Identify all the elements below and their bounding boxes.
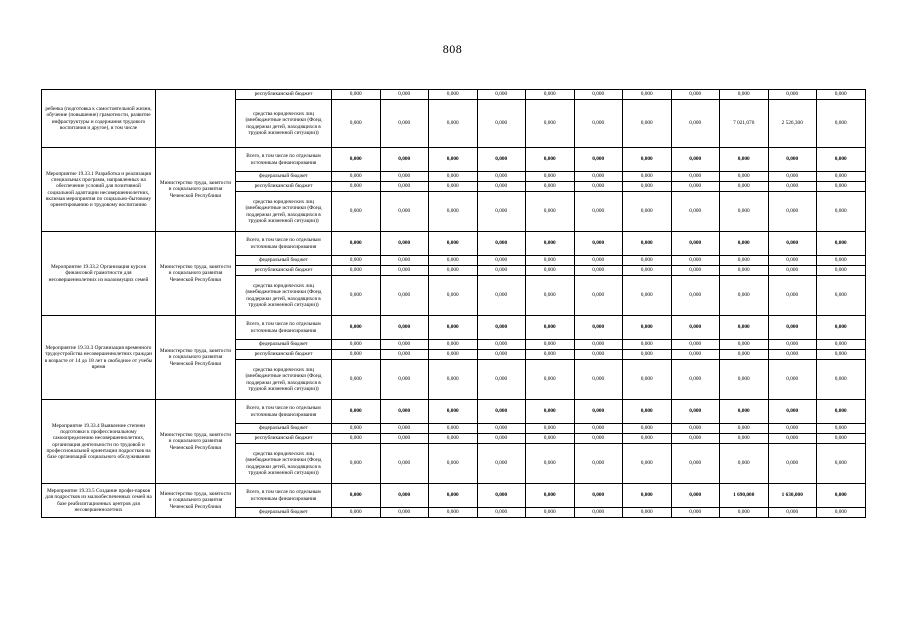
executor-cell: Министерство труда, занятости и социального развития Чеченской Республики xyxy=(156,316,236,400)
amount-cell: 0,000 xyxy=(720,360,769,400)
funding-source: республиканский бюджет xyxy=(236,182,332,192)
amount-cell: 0,000 xyxy=(477,172,526,182)
amount-cell: 0,000 xyxy=(671,350,720,360)
amount-cell: 0,000 xyxy=(623,350,672,360)
amount-cell: 0,000 xyxy=(671,192,720,232)
amount-cell: 0,000 xyxy=(477,508,526,518)
amount-cell: 0,000 xyxy=(768,340,817,350)
amount-cell: 0,000 xyxy=(526,192,575,232)
amount-cell: 0,000 xyxy=(429,192,478,232)
amount-cell: 0,000 xyxy=(332,400,381,424)
amount-cell: 0,000 xyxy=(623,172,672,182)
amount-cell: 0,000 xyxy=(574,484,623,508)
amount-cell: 0,000 xyxy=(429,266,478,276)
amount-cell: 0,000 xyxy=(429,434,478,444)
amount-cell: 0,000 xyxy=(574,182,623,192)
amount-cell: 0,000 xyxy=(817,484,866,508)
amount-cell: 0,000 xyxy=(574,340,623,350)
amount-cell: 0,000 xyxy=(574,508,623,518)
funding-source: республиканский бюджет xyxy=(236,350,332,360)
amount-cell: 0,000 xyxy=(720,232,769,256)
amount-cell: 0,000 xyxy=(526,484,575,508)
amount-cell: 0,000 xyxy=(332,340,381,350)
amount-cell: 0,000 xyxy=(477,182,526,192)
amount-cell: 0,000 xyxy=(671,90,720,100)
amount-cell: 0,000 xyxy=(623,316,672,340)
page-number: 808 xyxy=(442,42,463,56)
table-row xyxy=(42,316,866,340)
amount-cell: 0,000 xyxy=(720,400,769,424)
executor-cell xyxy=(156,90,236,148)
amount-cell: 0,000 xyxy=(768,434,817,444)
amount-cell: 0,000 xyxy=(768,148,817,172)
amount-cell: 0,000 xyxy=(720,424,769,434)
amount-cell: 0,000 xyxy=(623,148,672,172)
amount-cell: 0,000 xyxy=(623,192,672,232)
amount-cell: 0,000 xyxy=(574,424,623,434)
executor-cell: Министерство труда, занятости и социального развития Чеченской Республики xyxy=(156,484,236,518)
amount-cell: 0,000 xyxy=(380,360,429,400)
event-description: Мероприятие 19.33.1 Разработка и реализация специальных программ, направленных на обеспечение условий для позитивной социальной адаптации несовершеннолетних, включая мероприятия по социально-бытовому ориентированию и трудовому воспитанию xyxy=(42,148,156,232)
funding-source: федеральный бюджет xyxy=(236,256,332,266)
amount-cell: 0,000 xyxy=(817,266,866,276)
budget-table xyxy=(41,89,866,518)
funding-source: Всего, в том числе по отдельным источникам финансирования xyxy=(236,484,332,508)
event-description: Мероприятие 19.33.5 Создание профи-парков для подростков из малообеспеченных семей на базе реабилитационных центров для несовершеннолетних xyxy=(42,484,156,518)
executor-cell: Министерство труда, занятости и социального развития Чеченской Республики xyxy=(156,400,236,484)
amount-cell: 0,000 xyxy=(720,172,769,182)
amount-cell: 0,000 xyxy=(332,148,381,172)
amount-cell: 0,000 xyxy=(768,350,817,360)
funding-source: средства юридических лиц (внебюджетные источники (Фонд поддержки детей, находящихся в трудной жизненной ситуации)) xyxy=(236,444,332,484)
amount-cell: 0,000 xyxy=(720,316,769,340)
amount-cell: 0,000 xyxy=(720,276,769,316)
amount-cell: 0,000 xyxy=(671,340,720,350)
funding-source: средства юридических лиц (внебюджетные источники (Фонд поддержки детей, находящихся в трудной жизненной ситуации)) xyxy=(236,276,332,316)
amount-cell: 0,000 xyxy=(623,100,672,148)
amount-cell: 0,000 xyxy=(380,434,429,444)
amount-cell: 0,000 xyxy=(817,100,866,148)
funding-source: республиканский бюджет xyxy=(236,266,332,276)
amount-cell: 0,000 xyxy=(574,172,623,182)
amount-cell: 0,000 xyxy=(768,266,817,276)
amount-cell: 0,000 xyxy=(526,100,575,148)
amount-cell: 0,000 xyxy=(477,360,526,400)
amount-cell: 0,000 xyxy=(477,340,526,350)
amount-cell: 0,000 xyxy=(526,148,575,172)
amount-cell: 0,000 xyxy=(574,232,623,256)
amount-cell: 0,000 xyxy=(526,316,575,340)
amount-cell: 0,000 xyxy=(429,484,478,508)
amount-cell: 0,000 xyxy=(623,444,672,484)
executor-cell: Министерство труда, занятости и социального развития Чеченской Республики xyxy=(156,232,236,316)
amount-cell: 0,000 xyxy=(671,256,720,266)
table-row xyxy=(42,148,866,172)
amount-cell: 0,000 xyxy=(477,100,526,148)
funding-source: федеральный бюджет xyxy=(236,340,332,350)
amount-cell: 0,000 xyxy=(429,100,478,148)
amount-cell: 0,000 xyxy=(623,434,672,444)
amount-cell: 0,000 xyxy=(429,424,478,434)
funding-source: федеральный бюджет xyxy=(236,508,332,518)
amount-cell: 1 690,000 xyxy=(720,484,769,508)
funding-source: Всего, в том числе по отдельным источникам финансирования xyxy=(236,316,332,340)
amount-cell: 0,000 xyxy=(332,266,381,276)
funding-source: Всего, в том числе по отдельным источникам финансирования xyxy=(236,148,332,172)
amount-cell: 0,000 xyxy=(574,350,623,360)
amount-cell: 0,000 xyxy=(380,276,429,316)
amount-cell: 0,000 xyxy=(720,444,769,484)
amount-cell: 0,000 xyxy=(477,192,526,232)
amount-cell: 0,000 xyxy=(332,182,381,192)
amount-cell: 0,000 xyxy=(477,444,526,484)
amount-cell: 0,000 xyxy=(671,360,720,400)
amount-cell: 0,000 xyxy=(526,232,575,256)
amount-cell: 0,000 xyxy=(817,444,866,484)
amount-cell: 0,000 xyxy=(768,400,817,424)
amount-cell: 0,000 xyxy=(332,444,381,484)
amount-cell: 0,000 xyxy=(380,484,429,508)
funding-source: средства юридических лиц (внебюджетные источники (Фонд поддержки детей, находящихся в трудной жизненной ситуации)) xyxy=(236,192,332,232)
amount-cell: 0,000 xyxy=(380,340,429,350)
amount-cell: 0,000 xyxy=(332,172,381,182)
amount-cell: 0,000 xyxy=(332,424,381,434)
amount-cell: 0,000 xyxy=(429,182,478,192)
amount-cell: 0,000 xyxy=(623,182,672,192)
amount-cell: 0,000 xyxy=(817,434,866,444)
amount-cell: 0,000 xyxy=(429,400,478,424)
amount-cell: 0,000 xyxy=(671,508,720,518)
amount-cell: 0,000 xyxy=(429,360,478,400)
amount-cell: 0,000 xyxy=(526,172,575,182)
amount-cell: 0,000 xyxy=(477,400,526,424)
amount-cell: 0,000 xyxy=(623,340,672,350)
amount-cell: 0,000 xyxy=(817,90,866,100)
amount-cell: 0,000 xyxy=(380,444,429,484)
amount-cell: 0,000 xyxy=(720,508,769,518)
amount-cell: 0,000 xyxy=(332,434,381,444)
funding-source: республиканский бюджет xyxy=(236,90,332,100)
amount-cell: 0,000 xyxy=(671,444,720,484)
amount-cell: 0,000 xyxy=(429,444,478,484)
amount-cell: 0,000 xyxy=(574,100,623,148)
funding-source: федеральный бюджет xyxy=(236,172,332,182)
amount-cell: 0,000 xyxy=(768,360,817,400)
amount-cell: 0,000 xyxy=(671,172,720,182)
amount-cell: 0,000 xyxy=(574,266,623,276)
amount-cell: 0,000 xyxy=(332,90,381,100)
amount-cell: 0,000 xyxy=(477,484,526,508)
amount-cell: 0,000 xyxy=(477,148,526,172)
amount-cell: 0,000 xyxy=(332,232,381,256)
amount-cell: 0,000 xyxy=(574,444,623,484)
amount-cell: 0,000 xyxy=(671,232,720,256)
amount-cell: 1 630,000 xyxy=(768,484,817,508)
amount-cell: 0,000 xyxy=(429,256,478,266)
amount-cell: 0,000 xyxy=(768,508,817,518)
amount-cell: 0,000 xyxy=(623,400,672,424)
executor-cell: Министерство труда, занятости и социального развития Чеченской Республики xyxy=(156,148,236,232)
amount-cell: 0,000 xyxy=(429,172,478,182)
event-description: ребенка (подготовка к самостоятельной жизни, обучение (повышение) грамотности, развитие инфраструктуры и содержания трудового воспитания и другое), в том числе xyxy=(42,90,156,148)
table-row xyxy=(42,400,866,424)
amount-cell: 0,000 xyxy=(429,148,478,172)
amount-cell: 0,000 xyxy=(380,350,429,360)
funding-source: Всего, в том числе по отдельным источникам финансирования xyxy=(236,232,332,256)
amount-cell: 0,000 xyxy=(817,360,866,400)
amount-cell: 0,000 xyxy=(671,148,720,172)
amount-cell: 0,000 xyxy=(380,182,429,192)
amount-cell: 0,000 xyxy=(623,360,672,400)
amount-cell: 0,000 xyxy=(720,90,769,100)
funding-source: федеральный бюджет xyxy=(236,424,332,434)
amount-cell: 0,000 xyxy=(526,434,575,444)
amount-cell: 0,000 xyxy=(671,400,720,424)
table-row xyxy=(42,484,866,508)
amount-cell: 0,000 xyxy=(817,182,866,192)
amount-cell: 0,000 xyxy=(671,276,720,316)
amount-cell: 0,000 xyxy=(380,424,429,434)
amount-cell: 0,000 xyxy=(623,256,672,266)
table-row xyxy=(42,90,866,100)
amount-cell: 0,000 xyxy=(817,400,866,424)
amount-cell: 0,000 xyxy=(574,360,623,400)
amount-cell: 0,000 xyxy=(574,400,623,424)
amount-cell: 0,000 xyxy=(429,90,478,100)
amount-cell: 0,000 xyxy=(526,256,575,266)
amount-cell: 0,000 xyxy=(623,90,672,100)
event-description: Мероприятие 19.33.4 Выявление степени подготовки к профессиональному самоопределению несовершеннолетних, организация деятельности по трудовой и профессиональной ориентации подростков на базе организаций социального обслуживания xyxy=(42,400,156,484)
event-description: Мероприятие 19.33.2 Организация курсов финансовой грамотности для несовершеннолетних из малоимущих семей xyxy=(42,232,156,316)
amount-cell: 0,000 xyxy=(574,256,623,266)
amount-cell: 0,000 xyxy=(671,182,720,192)
amount-cell: 0,000 xyxy=(429,350,478,360)
amount-cell: 0,000 xyxy=(671,434,720,444)
amount-cell: 0,000 xyxy=(526,508,575,518)
amount-cell: 0,000 xyxy=(477,316,526,340)
amount-cell: 0,000 xyxy=(671,316,720,340)
amount-cell: 0,000 xyxy=(380,256,429,266)
amount-cell: 0,000 xyxy=(477,232,526,256)
amount-cell: 0,000 xyxy=(380,192,429,232)
amount-cell: 0,000 xyxy=(623,424,672,434)
amount-cell: 0,000 xyxy=(817,232,866,256)
amount-cell: 0,000 xyxy=(526,400,575,424)
amount-cell: 0,000 xyxy=(526,424,575,434)
amount-cell: 0,000 xyxy=(526,90,575,100)
amount-cell: 0,000 xyxy=(332,484,381,508)
amount-cell: 0,000 xyxy=(768,192,817,232)
amount-cell: 7 021,070 xyxy=(720,100,769,148)
amount-cell: 0,000 xyxy=(768,424,817,434)
amount-cell: 0,000 xyxy=(332,100,381,148)
amount-cell: 0,000 xyxy=(574,192,623,232)
amount-cell: 2 526,300 xyxy=(768,100,817,148)
amount-cell: 0,000 xyxy=(623,266,672,276)
amount-cell: 0,000 xyxy=(477,424,526,434)
amount-cell: 0,000 xyxy=(623,232,672,256)
amount-cell: 0,000 xyxy=(429,508,478,518)
amount-cell: 0,000 xyxy=(574,316,623,340)
amount-cell: 0,000 xyxy=(574,434,623,444)
amount-cell: 0,000 xyxy=(477,90,526,100)
amount-cell: 0,000 xyxy=(380,266,429,276)
amount-cell: 0,000 xyxy=(526,340,575,350)
amount-cell: 0,000 xyxy=(574,90,623,100)
amount-cell: 0,000 xyxy=(477,434,526,444)
amount-cell: 0,000 xyxy=(768,90,817,100)
amount-cell: 0,000 xyxy=(526,276,575,316)
amount-cell: 0,000 xyxy=(817,340,866,350)
amount-cell: 0,000 xyxy=(720,434,769,444)
amount-cell: 0,000 xyxy=(380,316,429,340)
amount-cell: 0,000 xyxy=(720,266,769,276)
amount-cell: 0,000 xyxy=(671,266,720,276)
amount-cell: 0,000 xyxy=(526,350,575,360)
amount-cell: 0,000 xyxy=(671,100,720,148)
amount-cell: 0,000 xyxy=(768,316,817,340)
amount-cell: 0,000 xyxy=(817,172,866,182)
amount-cell: 0,000 xyxy=(817,316,866,340)
amount-cell: 0,000 xyxy=(380,508,429,518)
amount-cell: 0,000 xyxy=(720,256,769,266)
amount-cell: 0,000 xyxy=(768,276,817,316)
amount-cell: 0,000 xyxy=(768,444,817,484)
amount-cell: 0,000 xyxy=(768,232,817,256)
table-row xyxy=(42,232,866,256)
amount-cell: 0,000 xyxy=(526,444,575,484)
amount-cell: 0,000 xyxy=(332,316,381,340)
funding-source: Всего, в том числе по отдельным источникам финансирования xyxy=(236,400,332,424)
funding-source: республиканский бюджет xyxy=(236,434,332,444)
amount-cell: 0,000 xyxy=(429,232,478,256)
amount-cell: 0,000 xyxy=(477,266,526,276)
amount-cell: 0,000 xyxy=(817,276,866,316)
amount-cell: 0,000 xyxy=(574,148,623,172)
amount-cell: 0,000 xyxy=(332,508,381,518)
amount-cell: 0,000 xyxy=(526,266,575,276)
amount-cell: 0,000 xyxy=(332,192,381,232)
amount-cell: 0,000 xyxy=(720,340,769,350)
amount-cell: 0,000 xyxy=(477,256,526,266)
amount-cell: 0,000 xyxy=(332,350,381,360)
amount-cell: 0,000 xyxy=(526,360,575,400)
amount-cell: 0,000 xyxy=(380,400,429,424)
amount-cell: 0,000 xyxy=(429,276,478,316)
amount-cell: 0,000 xyxy=(720,148,769,172)
amount-cell: 0,000 xyxy=(623,484,672,508)
amount-cell: 0,000 xyxy=(817,508,866,518)
amount-cell: 0,000 xyxy=(380,232,429,256)
amount-cell: 0,000 xyxy=(720,350,769,360)
amount-cell: 0,000 xyxy=(623,276,672,316)
amount-cell: 0,000 xyxy=(623,508,672,518)
amount-cell: 0,000 xyxy=(817,350,866,360)
amount-cell: 0,000 xyxy=(477,276,526,316)
event-description: Мероприятие 19.33.3 Организация временного трудоустройства несовершеннолетних граждан в возрасте от 14 до 18 лет в свободное от учебы время xyxy=(42,316,156,400)
funding-source: средства юридических лиц (внебюджетные источники (Фонд поддержки детей, находящихся в трудной жизненной ситуации)) xyxy=(236,100,332,148)
funding-source: средства юридических лиц (внебюджетные источники (Фонд поддержки детей, находящихся в трудной жизненной ситуации)) xyxy=(236,360,332,400)
amount-cell: 0,000 xyxy=(720,192,769,232)
amount-cell: 0,000 xyxy=(768,182,817,192)
amount-cell: 0,000 xyxy=(477,350,526,360)
amount-cell: 0,000 xyxy=(720,182,769,192)
amount-cell: 0,000 xyxy=(671,424,720,434)
amount-cell: 0,000 xyxy=(817,256,866,266)
amount-cell: 0,000 xyxy=(380,172,429,182)
amount-cell: 0,000 xyxy=(768,172,817,182)
amount-cell: 0,000 xyxy=(429,316,478,340)
amount-cell: 0,000 xyxy=(768,256,817,266)
amount-cell: 0,000 xyxy=(380,100,429,148)
amount-cell: 0,000 xyxy=(526,182,575,192)
amount-cell: 0,000 xyxy=(380,90,429,100)
amount-cell: 0,000 xyxy=(332,256,381,266)
amount-cell: 0,000 xyxy=(817,424,866,434)
amount-cell: 0,000 xyxy=(332,276,381,316)
amount-cell: 0,000 xyxy=(817,192,866,232)
amount-cell: 0,000 xyxy=(817,148,866,172)
amount-cell: 0,000 xyxy=(671,484,720,508)
amount-cell: 0,000 xyxy=(332,360,381,400)
amount-cell: 0,000 xyxy=(380,148,429,172)
amount-cell: 0,000 xyxy=(574,276,623,316)
amount-cell: 0,000 xyxy=(429,340,478,350)
